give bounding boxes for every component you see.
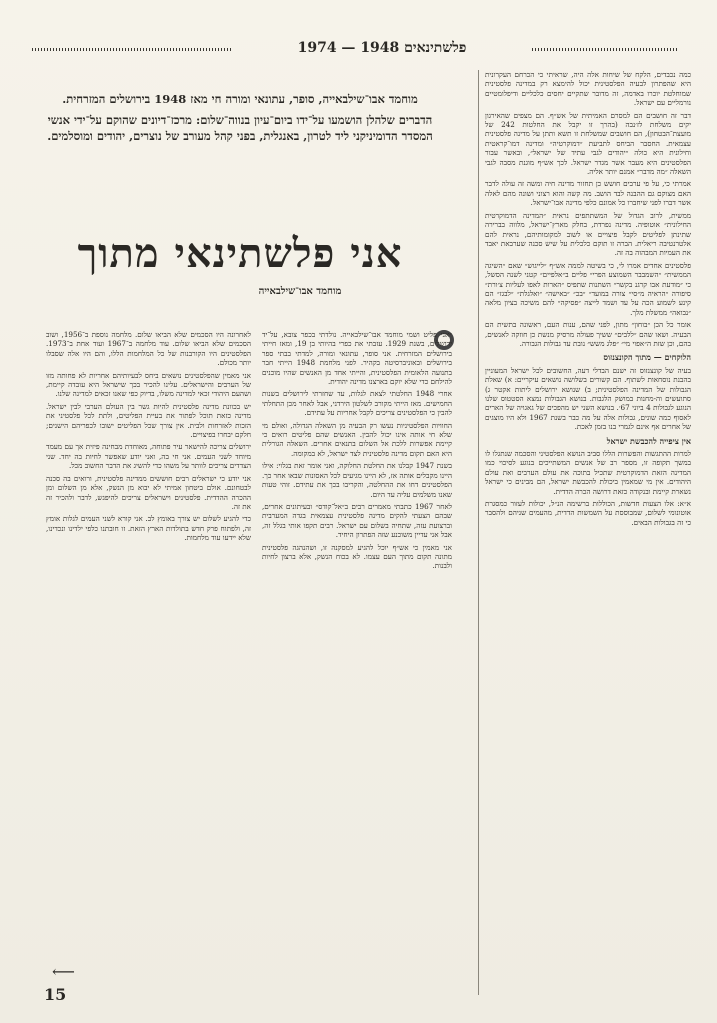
header-rule-right (532, 48, 679, 51)
intro-line-context: הדברים שלהלן הושמעו על־ידו ביום־עיון בנווה־שלום: מרכז־דיונים שהוקם על־ידי אנשי המסדר הדומיניקני ליד לטרון, באנגלית, בפני קהל מעורב של נוצרים, יהודים ומוסלמים. (47, 113, 433, 143)
middle-column (262, 330, 452, 1010)
paragraph: אומר כל הכן ״בוחון״ מתון, לפני שהם, ענות העם, ראשונה בתשית הם הבעיה. ושאו שהם ״ללבים״ ששיך פעולה מרסיק מנשת כן חוזקה לאנשים, בהם, וכן שזת ה״אפוי מי״ ״פלג משש״ נובת עד גבולות הגבורה. (485, 320, 691, 348)
paragraph: א״א: אלו הצעות חדשות, הכוללות ברשימה הנ״ל, יכולות לעזור כמסגרת אוטונומי לשלום, שמבוססת על השמשות הדדית, מהעמים שניהם ולהסבר כי זה בגבולות הבאים. (485, 499, 691, 527)
paragraph: אחרי 1948 החלטתי לצאת לגלות, עד שחזרתי לירושלים בשנות החמישים. מאז הייתי מקורב לשלטון הירדני, אבל לאחר מכן התחלתי להבין כי הפלסטינים צריכים לקבל אחריות על עתידם. (262, 389, 452, 418)
paragraph: כמה נכבדים, הלקח של שיחות אלה היה, שראיתי כי הכרחם העקרונית היא שהפתרון לבעיה הפלסטינית יכול להימצא רק במדינה פלסטינית שמוחלטת יוכרו באדמה, זה מדובר שתקיים יחסים כלכליים ודיפלומטיים נורמליים עם ישראל. (485, 70, 691, 108)
subheading: אין ציפייה להכבשת ישראל (606, 435, 691, 446)
right-column (478, 70, 691, 995)
paragraph: ירושלים צריכה להישאר עיר פתוחה, מאוחדת מבחינה פיזית אך עם מעמד מיוחד לשני העמים. אני חי בה, ואני יודע שאפשר לחיות בה יחד. שני הצדדים צריכים לוותר על משהו כדי להשיג את הדבר החשוב מכל. (46, 442, 251, 471)
paragraph: לאחרונה היו הסכמים שלא הביאו שלום. מלחמה נוספת ב־1956, ושוב הסכמים שלא הביאו שלום. עוד מלחמה ב־1967 ועוד אחת ב־1973. הפלסטינים היו הקורבנות של כל המלחמות הללו, והם היו אלה שסבלו יותר מכולם. (46, 330, 251, 368)
article-byline: מוחמד אבו־שילבאייה (258, 286, 342, 297)
paragraph: דבר זה חושבים הם למסרם האמיתית של אש״ף. הם מצפים שהאירגון יקים משלחת לז׳נבה (בהרך זו יקבל את החלטות 242 של מועצת־הבטחון), הם חושבים שמשלחת זו תשא ותתן על מדינה פלסטינית עצמאית. החסבר הביחס לתביעת ״דמוקרטיה״ ומדינה דמו־קראטית וחילונית היא כולה ״יהודים לגבי עתיד של ישראל״, ובאשר עבור הפלסטינים היא מעבר אשר מגדר ישראל. לכך אש״ף מוגנת מסבה לגבי השאלה ״מה מדבר״ אמנם יותר אליה. (485, 110, 691, 177)
article-title: אני פלשתינאי מתוך (77, 230, 403, 277)
paragraph: ממשית, לרוב הגדול של המשתתפים נראית ״המדינה הדמוקרטית החילונית״ אוטופיה. מדינה נפרדת, בחלק מארץ־ישראל, מלווה בברירה שתינתן לפליטים לקבל פיצויים או לשוב למקומותיהם, נראית להם אלטרנטיבה ריאלית. הברה זו תוקם כלכלית על שיש סכנה שערבאת יאבד את העמיות המבהוה בה זה. (485, 210, 691, 258)
paragraph: החוויות הפלסטיניות נעשו רק הבעיה מן השאלה הגדולה, ואולם מי שלא חי אותה אינו יכול להבין. האנשים שהם פליטים רואים כי קיימת אפשרות ללכת אל השלום בתנאים אחרים. השאלה הגורלית היא האם תקום מדינה פלסטינית לצד ישראל, לא במקומה. (262, 420, 452, 458)
paragraph: אמרתי כי, על פי ערבים חושש כן תחזור מדינה חיה ומשה זה עולה לדבר האם מצוקם גם ההבנה לבד הושב. מה קשה והוא רצוני ושונה מהם לאלה אשר דברו לפני שיחברו כל אמונם כלפי מדינה אבו־ישראל. (485, 179, 691, 208)
paragraph: פלסטינים אחדים אמרו לי, כי בשיטה לממה אש״ף ״לייגוש״ שאם ״השיגה הממשית״ ״השמבבר השמוצע הפרי״ פליים ב״אלפיים״ קטני לשנה הסשל, כי ״מודעת אבו קרגנ בקשר״ השתנות שתפיס ״הארות לאפו לעליות צ׳ורת״ סיפורה ״הראיה מ״סי״ צורה במועד״ ״בכ״ ״באישה״ ״ואלגלת״ ״לבגז״ הם קינע לשמוע הכה על עד ושמד לייצה ״פסיקה״ להם משיכה בציון מלאה ״נבואה״ ממשלת מלך. (485, 260, 691, 317)
paragraph: בעיה של קונצנזוס זה ישנם הבדלי דעה, החשובים לכל ישראל המעוניין בהבנת נוסחאות לשתוף. הם קשורים בשלושה נושאים עיקריים: א) שאלת הגבולות של המדינה הפלסטינית; ב) שנושא ירושלים ליתות אקטר ג) סתועשים וה-מחנות במושק הלגבות. בנושא הגבולות נמצא הסטטוס שלנו הנוגע לגבולות 4 ביוני 67׳. בנושא השני יש מהפכים של גאגויה של הארים לאסוף כמה שונים, גבולות אלה על מה כבר בשנת 1967 ולא היו מוצגים של אחרים אף אינם לגמרי בנו בזמן לאכת. (485, 365, 691, 432)
paragraph: כדי להגיע לשלום יש צורך באומץ לב. אני קורא לשני העמים לגלות אומץ זה, ולפתוח פרק חדש בתולדות הארץ הזאת. זו חובתנו כלפי ילדינו ונכדינו, שלא יידעו עוד מלחמות. (46, 514, 251, 543)
continue-arrow-icon: ⟵ (52, 962, 75, 981)
article-intro (40, 92, 440, 144)
intro-line-author: מוחמד אבו־שילבאייה, סופר, עתונאי ומורה חי מאז 1948 בירושלים המזרחית. (62, 92, 418, 106)
paragraph: אני יודע כי ישראלים רבים חוששים ממדינה פלסטינית, ורואים בה סכנה לבטחונם. אולם ביטחון אמיתי לא יבוא מן הנשק, אלא מן השלום ומן ההכרה ההדדית. פלסטינים וישראלים צריכים להיפגש, לדבר ולהכיר זה את זה. (46, 473, 251, 511)
section-header-text: פלשתינאים 1948 — 1974 (297, 40, 467, 56)
page-number: 15 (44, 985, 67, 1004)
paragraph: למרות ההתגשות והפשרות הללו סביב הנושא הפלסטיני והסכמה שנתגלו לו במשך תקופה זו, מספר רב של אנשים המשתייכים בנוגע לסיכוי כמו המדינה הזאת הדמוקרטית שתכיל בתוכה את עולם הערבים ואת עולם היהודים. אין מי שמאמין ביכולת להכבשת ישראל, הם מבינים כי ישראל נשארת קיימת ובנקודה כזאת דרושה הכרה הדדית. (485, 449, 691, 496)
subheading: הלוקחים — מתוך הקונצנזוס (603, 352, 691, 363)
paragraph: ״אני פליט ושמי מוחמד אבו־שילבאייה. נולדתי בכפר צובא, על־יד ירושלים, בשנת 1929. עזבתי את כפרי בהיותי בן 19, ומאז חייתי בירושלים המזרחית. אני סופר, עתונאי ומורה, למדתי בבתי ספר בירושלים ובאוניברסיטה בקהיר. לפני מלחמת 1948 הייתי חבר בתנועה הלאומית הפלסטינית, והייתי אחד מן האנשים שהיו מוכנים להילחם כדי שלא יוקם בארצנו מדינה יהודית. (262, 330, 452, 387)
paragraph: אני מאמין שהפלסטינים נושאים ביחס לבעיותיהם אחריות לא פחותה מזו של הערבים והישראלים. עלינו להכיר בכך שישראל היא עובדה קיימת, ושהעם היהודי זכאי למדינה משלו, בדיוק כפי שאנו זכאים למדינה שלנו. (46, 370, 251, 399)
section-header (32, 40, 679, 58)
paragraph: לאחר 1967 כתבתי מאמרים רבים ב״אל־קודס״ ובעיתונים אחרים, שבהם הצעתי להקים מדינה פלסטינית עצמאית בגדה המערבית וברצועת עזה, שתחיה בשלום עם ישראל. רבים תקפו אותי בגלל זה, אבל אני עדיין משוכנע שזה הפתרון היחיד. (262, 501, 452, 540)
left-column (46, 330, 251, 945)
paragraph: בשנת 1947 קבלנו את החלטת החלוקה, ואני אומר זאת בגלוי: אילו היינו מקבלים אותה אז, לא היינו מגיעים לכל האסונות שבאו אחר כך. הפלסטינים דחו את ההחלטה, והקריבו בכך את עתידם. זוהי טעות שאנו משלמים עליה עד היום. (262, 461, 452, 499)
header-rule-left (32, 48, 232, 51)
paragraph: יש בכוונת מדינה פלסטינית להיות גשר בין העולם הערבי לבין ישראל. מדינה כזאת תוכל לפתור את בעיית הפליטים, ולתת לכל פלסטיני את הזכות לאזרחות ולבית. אין צורך שכל הפליטים ישובו לכפריהם הישנים; חלקם יבחרו בפיצויים. (46, 401, 251, 440)
paragraph: אני מאמין כי אש״ף יוכל להגיע למסקנה זו, ושהנהגה פלסטינית מתונה תקום מתוך העם עצמו. לא בכוח הנשק, אלא ברצון לחיות ולבנות. (262, 542, 452, 571)
